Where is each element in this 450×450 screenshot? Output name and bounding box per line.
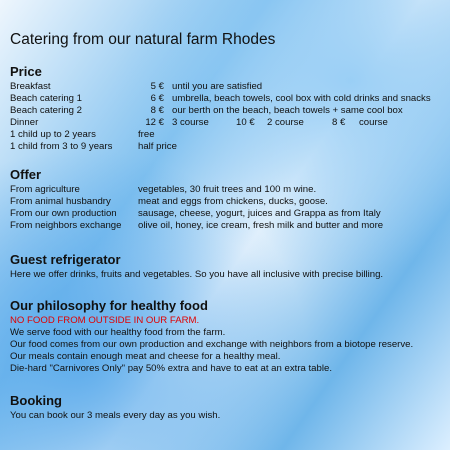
offer-desc: sausage, cheese, yogurt, juices and Grappa as from Italy [138,208,381,219]
price-label: Beach catering 1 [10,93,82,104]
price-desc-3: course [359,117,388,128]
price-value: 5 € [150,81,164,92]
price-desc: our berth on the beach, beach towels + same cool box [172,105,403,116]
philosophy-line: Die-hard "Carnivores Only" pay 50% extra and have to eat at an extra table. [10,363,332,374]
price-label: 1 child from 3 to 9 years [10,141,113,152]
price-heading: Price [10,64,42,79]
price-label: 1 child up to 2 years [10,129,96,140]
philosophy-line: Our food comes from our own production and exchange with neighbors from a biotope reserve. [10,339,414,350]
offer-desc: meat and eggs from chickens, ducks, goose. [138,196,328,207]
page-title: Catering from our natural farm Rhodes [10,31,276,48]
price-value-3: 8 € [332,117,346,128]
price-value: 6 € [150,93,164,104]
price-value: half price [138,141,177,152]
philosophy-line: Our meals contain enough meat and cheese for a healthy meal. [10,351,281,362]
price-value-2: 10 € [236,117,255,128]
philosophy-heading: Our philosophy for healthy food [10,298,208,313]
price-desc: 3 course [172,117,209,128]
offer-desc: olive oil, honey, ice cream, fresh milk and butter and more [138,220,384,231]
booking-heading: Booking [10,393,62,408]
philosophy-line: We serve food with our healthy food from the farm. [10,327,226,338]
price-value: 12 € [145,117,164,128]
price-label: Breakfast [10,81,51,92]
offer-label: From agriculture [10,184,80,195]
price-value: free [138,129,155,140]
offer-label: From animal husbandry [10,196,111,207]
booking-text: You can book our 3 meals every day as you wish. [10,410,221,421]
no-outside-food-warning: NO FOOD FROM OUTSIDE IN OUR FARM. [10,315,200,326]
offer-heading: Offer [10,167,42,182]
price-label: Beach catering 2 [10,105,82,116]
offer-label: From our own production [10,208,117,219]
refrigerator-heading: Guest refrigerator [10,252,121,267]
offer-label: From neighbors exchange [10,220,122,231]
price-desc-2: 2 course [267,117,304,128]
price-desc: umbrella, beach towels, cool box with cold drinks and snacks [172,93,431,104]
refrigerator-text: Here we offer drinks, fruits and vegetables. So you have all inclusive with precise billing. [10,269,384,280]
price-label: Dinner [10,117,39,128]
offer-desc: vegetables, 30 fruit trees and 100 m wine. [138,184,317,195]
price-desc: until you are satisfied [172,81,263,92]
price-value: 8 € [150,105,164,116]
